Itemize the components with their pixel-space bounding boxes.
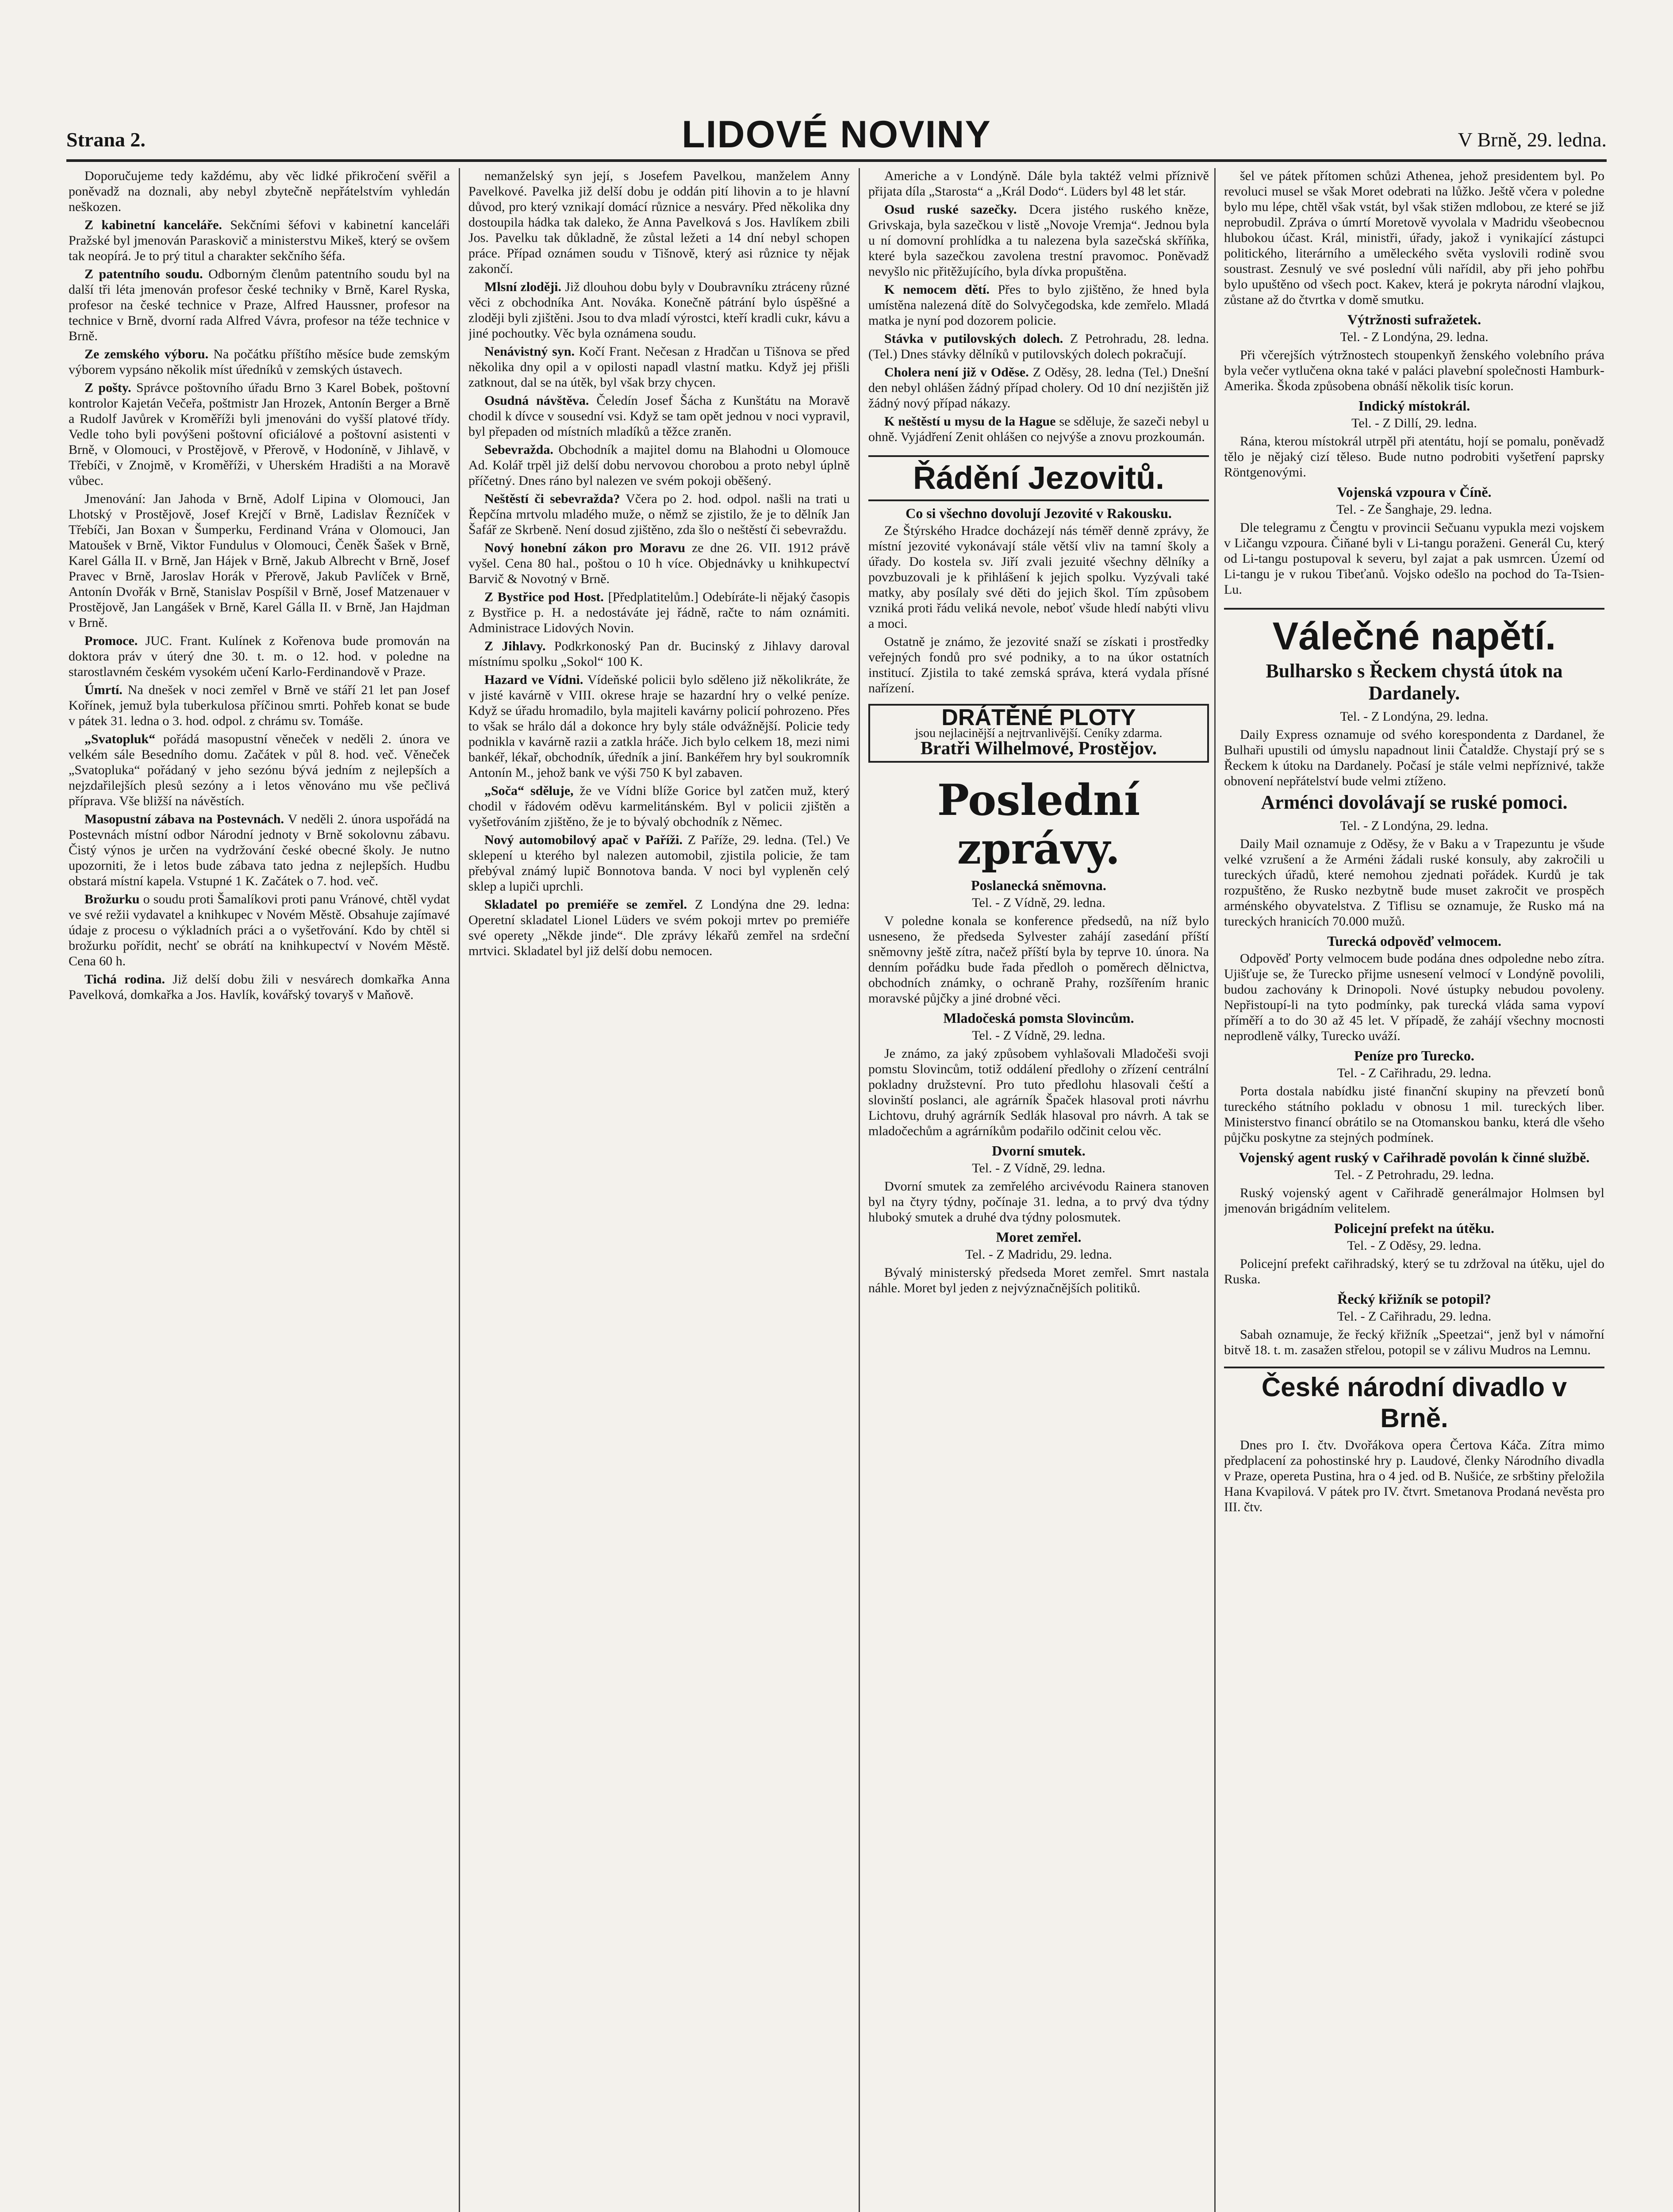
article-text: pořádá masopustní věneček v neděli 2. února ve velkém sále Besedního domu. Začátek v půl 8. hod. več. Věneček „Svatopluka“ pořádaný v jeho sezónu bývá jedním z nejlepších a nejzdařilejších plesů sezóny a i letos věnováno mu vše pečlivá příprava. Vše bližší na návěstích.	[69, 732, 450, 808]
article-text: Ostatně je známo, že jezovité snaží se získati i prostředky veřejných fondů pro své podniky, a to na úkor ostatních institucí. Zjistila to také zemská správa, která vydala přísné nařízení.	[868, 634, 1209, 695]
ad-text: jsou nejlacinější a nejtrvanlivější. Ceníky zdarma.	[915, 726, 1163, 740]
article-text: Porta dostala nabídku jisté finanční skupiny na převzetí bonů tureckého státního pokladu v obnosu 1 mil. tureckých liber. Ministerstvo financí obrátilo se na Otomanskou banku, která dle všeho půjčku poskytne za stejných podmínek.	[1224, 1084, 1604, 1145]
section-heading: Peníze pro Turecko.	[1354, 1048, 1474, 1064]
article-headline: Osud ruské sazečky.	[884, 202, 1017, 217]
article-text: Odpověď Porty velmocem bude podána dnes odpoledne nebo zítra. Ujišťuje se, že Turecko přijme usnesení velmocí v Londýně povolili, budou zachovány k Drinopoli. Nové ústupky nebudou povoleny. Nepřistoupí-li na tyto podmínky, pak turecká vláda sama vypoví příměří a to do 30 až 45 let. V případě, že zahájí všechny mocnosti neprodleně války, Turecko uváží.	[1224, 951, 1604, 1043]
dateline: Tel. - Z Vídně, 29. ledna.	[972, 895, 1105, 910]
article	[868, 202, 1209, 279]
section-heading: Poslanecká sněmovna.	[971, 877, 1106, 893]
page-number: Strana 2.	[66, 128, 146, 151]
article-text: Doporučujeme tedy každému, aby věc lidké přikročení svěřil a poněvadž na doznali, aby nebyl zbytečně nepřátelstvím vyhledán neškozen.	[69, 169, 450, 214]
article-text: Dvorní smutek za zemřelého arcivévodu Rainera stanoven byl na čtyry týdny, počínaje 31. ledna, a to prvý dva týdny hluboký smutek a druhé dva týdny polosmutek.	[868, 1179, 1209, 1225]
article-headline: Neštěstí či sebevražda?	[484, 492, 620, 506]
article	[69, 972, 450, 1002]
article-text: Z Petrohradu, 28. ledna. (Tel.) Dnes stávky dělníků v putilovských dolech pokračují.	[868, 331, 1209, 361]
article-text: že ve Vídni blíže Gorice byl zatčen muž, který chodil v řádovém oděvu karmelitánském. Byl v policii zjištěn a vyšetřováním zjištěno, že je to bývalý obchodník z Němec.	[468, 783, 850, 829]
article	[69, 380, 450, 488]
article	[468, 672, 850, 780]
dateline: Tel. - Z Oděsy, 29. ledna.	[1347, 1238, 1481, 1253]
column-rule	[1214, 168, 1216, 2212]
article	[468, 832, 850, 894]
article-text: Čeledín Josef Šácha z Kunštátu na Moravě chodil k dívce v sousední vsi. Když se tam opět jednou v noci vypravil, byl přepaden od místních mladíků a těžce zraněn.	[468, 393, 850, 439]
article-text: Přes to bylo zjištěno, že hned byla umístěna nalezená dítě do Solvyčegodska, kde zemřelo. Mladá matka je nyní pod dozorem policie.	[868, 282, 1209, 328]
article-headline: Nenávistný syn.	[484, 344, 575, 359]
column-1	[69, 168, 450, 2212]
article	[868, 414, 1209, 445]
article-text: Již dlouhou dobu byly v Doubravníku ztráceny různé věci z obchodníka Ant. Nováka. Konečně pátrání bylo úspěšné a zloději byli zjištěni. Jsou to dva mladí výrostci, kteří kradli cukr, kávu a jiné pochoutky. Věc byla oznámena soudu.	[468, 280, 850, 341]
article-headline: Nový honební zákon pro Moravu	[484, 541, 686, 555]
article-headline: Z kabinetní kanceláře.	[84, 218, 222, 232]
article-text: V neděli 2. února uspořádá na Postevnách místní odbor Národní jednoty v Brně sokolovnu zábavu. Čistý výnos je určen na vydržování české obecné školy. Je nutno upozorniti, že i letos bude zábava tato jedna z nejlepších. Hudbu obstará místní kapela. Vstupné 1 K. Začátek o 7. hod. več.	[69, 812, 450, 888]
article	[468, 783, 850, 830]
article	[468, 897, 850, 959]
article-headline: Cholera není již v Oděse.	[884, 365, 1029, 380]
article-text: nemanželský syn její, s Josefem Pavelkou, manželem Anny Pavelkové. Pavelka již delší dobu je oddán pití lihovin a to je hlavní důvod, pro který vznikají domácí různice a nesváry. Před několika dny dostoupila hádka tak daleko, že Anna Pavelková s Jos. Havlíkem zbili Jos. Pavelku tak důkladně, že zůstal ležeti a 14 dní nebyl schopen práce. Případ oznámen soudu v Tišnově, který asi různice ty nějak zakončí.	[468, 169, 850, 276]
article-headline: Z Jihlavy.	[484, 639, 546, 653]
article-headline: Brožurku	[84, 892, 140, 906]
article-text: Při včerejších výtržnostech stoupenkyň ženského volebního práva byla večer vytlučena okna také v paláci plavební společnosti Hamburk-Amerika. Škoda způsobena obnáší několik tisíc korun.	[1224, 348, 1604, 393]
section-heading: Mladočeská pomsta Slovincům.	[943, 1010, 1134, 1026]
column-rule	[459, 168, 460, 2212]
article-text: Sabah oznamuje, že řecký křižník „Speetzai“, jenž byl v námořní bitvě 18. t. m. zasažen střelou, potopil se v zálivu Mudros na Lemnu.	[1224, 1327, 1604, 1357]
article-text: Americhe a v Londýně. Dále byla taktéž velmi příznivě přijata díla „Starosta“ a „Král Dodo“. Lüders byl 48 let stár.	[868, 169, 1209, 199]
section-heading: Indický místokrál.	[1358, 398, 1470, 414]
article-text: Podkrkonoský Pan dr. Bucinský z Jihlavy daroval místnímu spolku „Sokol“ 100 K.	[468, 639, 850, 669]
article	[468, 279, 850, 341]
article-text: JUC. Frant. Kulínek z Kořenova bude promován na doktora práv v úterý dne 30. t. m. o 12. hod. v poledne na starostlavném českém vysokém učení Karlo-Ferdinandově v Praze.	[69, 634, 450, 679]
article-text: Daily Mail oznamuje z Oděsy, že v Baku a v Trapezuntu je všude velké vzrušení a že Arméni žádali ruské konsuly, aby zakročili u tureckých úřadů, které nemohou zjednati pořádek. Kurdů je tak rozpuštěno, že Rusko nezbytně bude muset zakročit ve prospěch arménského obyvatelstva. Z Tiflisu se oznamuje, že Rusko má na tureckých hranicích 70.000 mužů.	[1224, 837, 1604, 929]
column-4	[1224, 168, 1604, 2212]
article-text: šel ve pátek přítomen schůzi Athenea, jehož presidentem byl. Po revoluci musel se však Moret odebrati na lůžko. Ještě včera v poledne bylo mu lépe, chtěl však vstát, byl však stižen mdlobou, ze které se již neprobudil. Zpráva o úmrtí Moretově vyvolala v Madridu všeobecnou hlubokou účast. Král, ministři, úřady, jakož i vynikající zástupci politického, literárního a uměleckého světa vyslovili rodině svou soustrast. Zesnulý ve své poslední vůli nařídil, aby při jeho pohřbu bylo upuštěno od všech poct. Kakev, která je pokryta národní vlajkou, zůstane až do čtvrtka v domě smutku.	[1224, 169, 1604, 307]
war-subheadline: Bulharsko s Řeckem chystá útok na Dardanely.	[1266, 660, 1563, 704]
article-text: Z Paříže, 29. ledna. (Tel.) Ve sklepení u kterého byl nalezen automobil, zjistila policie, že tam přebýval známý lupič Bonnotova banda. V noci byl vypleněn celý sklep a lupiči uprchli.	[468, 833, 850, 894]
section-heading: Turecká odpověď velmocem.	[1327, 933, 1502, 949]
dateline: Tel. - Z Dillí, 29. ledna.	[1351, 416, 1477, 430]
article-text: Z Londýna dne 29. ledna: Operetní skladatel Lionel Lüders ve svém pokoji mrtev po premiéře své operety „Někde jinde“. Dle zprávy lékařů zemřel na srdeční mrtvici. Skladatel byl již delší dobu nemocen.	[468, 897, 850, 958]
article-headline: Z Bystřice pod Host.	[484, 590, 604, 604]
article-headline: „Soča“ sděluje,	[484, 783, 574, 798]
article-text: Obchodník a majitel domu na Blahodni u Olomouce Ad. Kolář trpěl již delší dobu nervovou chorobou a proto nebyl úplně příčetný. Dnes ráno byl nalezen ve svém pokoji oběšený.	[468, 442, 850, 488]
article-headline: Stávka v putilovských dolech.	[884, 331, 1063, 346]
article	[468, 589, 850, 636]
theatre-heading: České národní divadlo v Brně.	[1224, 1367, 1604, 1434]
article	[468, 344, 850, 390]
war-headline: Válečné napětí.	[1224, 608, 1604, 658]
article-text: Na dnešek v noci zemřel v Brně ve stáří 21 let pan Josef Kořínek, jemuž byla tuberkulosa příčinou smrti. Pohřeb konat se bude v pátek 31. ledna o 3. hod. odpol. z chrámu sv. Tomáše.	[69, 683, 450, 728]
article-text: Již delší dobu žili v nesvárech domkařka Anna Pavelková, domkařka a Jos. Havlík, kovářský tovaryš v Maňově.	[69, 972, 450, 1002]
article-text: Správce poštovního úřadu Brno 3 Karel Bobek, poštovní kontrolor Kajetán Večeřa, poštmistr Jan Hrozek, Antonín Berger a Brně a Rudolf Javůrek v Kroměříži byli jmenováni do vyšší platové třídy. Vedle toho byli povýšeni poštovní oficiálové a poštovní asistenti v Brně, v Olomouci, v Prostějově, v Přerově, v Hodoníně, v Jihlavě, v Třebíči, v Znojmě, v Kroměříži, v Uherském Hradišti a na Moravě vůbec.	[69, 380, 450, 488]
dateline: Tel. - Z Cařihradu, 29. ledna.	[1337, 1309, 1492, 1324]
dateline: Tel. - Ze Šanghaje, 29. ledna.	[1336, 502, 1492, 517]
article	[868, 331, 1209, 362]
section-heading: Vojenská vzpoura v Číně.	[1337, 484, 1492, 500]
section-heading: Policejní prefekt na útěku.	[1334, 1220, 1495, 1236]
jesuit-subheadline: Co si všechno dovolují Jezovité v Rakousku.	[906, 505, 1172, 521]
article-headline: Z pošty.	[84, 380, 131, 395]
article	[69, 346, 450, 377]
article-text: Je známo, za jaký způsobem vyhlašovali Mladočeši svoji pomstu Slovincům, totiž oddálení předlohy o zřízení centrální pokladny družstevní. Pro tuto předlohu hlasovali čeští a slovinští poslanci, ale agrárník Špaček hlasoval proti návrhu Lichtovu, druhý agrárník Sedlák hlasoval pro návrh. A tak se mladočechům a agrárníkům podařilo odčinit celou věc.	[868, 1046, 1209, 1138]
article-text: se sděluje, že sazeči nebyl u ohně. Vyjádření Zenit ohlášen co nejvýše a znovu prozkoumán.	[868, 414, 1209, 444]
article	[69, 633, 450, 680]
dateline: Tel. - Z Londýna, 29. ledna.	[1340, 709, 1489, 724]
article-text: Dnes pro I. čtv. Dvořákova opera Čertova Káča. Zítra mimo předplacení za pohostinské hry p. Laudové, členky Národního divadla v Praze, opereta Pustina, hra o 4 jed. od B. Nušiće, ze srbštiny přeložila Hana Kvapilová. V pátek pro IV. čtvrt. Smetanova Prodaná nevěsta pro III. čtv.	[1224, 1438, 1604, 1514]
article-headline: Nový automobilový apač v Paříži.	[484, 833, 683, 847]
article-text: Daily Express oznamuje od svého korespondenta z Dardanel, že Bulhaři upustili od úmyslu napadnout linii Čataldže. Chystají prý se s Řeckem k útoku na Dardanely. Počasí je stále velmi nepříznivé, takže obnovení nepřátelství bude velmi ztíženo.	[1224, 727, 1604, 788]
ad-title: DRÁTĚNÉ PLOTY	[941, 705, 1136, 730]
article-text: Včera po 2. hod. odpol. našli na trati u Řepčína mrtvolu mladého muže, o němž se zjistilo, že je to dělník Jan Šafář ze Skrbeně. Není dosud zjištěno, zda šlo o neštěstí či sebevraždu.	[468, 492, 850, 537]
article-headline: Tichá rodina.	[84, 972, 165, 987]
section-heading: Moret zemřel.	[996, 1229, 1082, 1245]
dateline: Tel. - Z Londýna, 29. ledna.	[1340, 330, 1489, 344]
article-text: Ruský vojenský agent v Cařihradě generálmajor Holmsen byl jmenován brigádním velitelem.	[1224, 1186, 1604, 1216]
article-headline: Ze zemského výboru.	[84, 347, 209, 361]
article-text: V poledne konala se konference předsedů, na níž bylo usneseno, že předseda Sylvester zahájí zasedání příští sněmovny ještě zítra, načež příští byla by teprve 10. února. Na denním pořádku bude řada předloh o poměrech dělnictva, obchodních známky, o ochraně Prahy, rozšířením hranic moravské půjčky a jiné drobné věci.	[868, 914, 1209, 1006]
article-text: ze dne 26. VII. 1912 právě vyšel. Cena 80 hal., poštou o 10 h více. Objednávky u knihkupectví Barvič & Novotný v Brně.	[468, 541, 850, 586]
article	[468, 540, 850, 587]
article-headline: Hazard ve Vídni.	[484, 672, 583, 687]
article-text: Policejní prefekt cařihradský, který se tu zdržoval na útěku, ujel do Ruska.	[1224, 1256, 1604, 1286]
section-heading: Dvorní smutek.	[992, 1143, 1086, 1159]
article	[69, 811, 450, 889]
article-text: Na počátku příštího měsíce bude zemským výborem vypsáno několik míst úředníků v zemských ústavech.	[69, 347, 450, 377]
article-text: Rána, kterou místokrál utrpěl při atentátu, hojí se pomalu, poněvadž tělo je nějaký cizí těleso. Bude nutno podrobiti vyšetření paprsky Röntgenovými.	[1224, 434, 1604, 480]
article-headline: K neštěstí u mysu de la Hague	[884, 414, 1056, 429]
article-headline: K nemocem dětí.	[884, 282, 990, 297]
article	[468, 442, 850, 488]
article	[69, 731, 450, 809]
ad-firm: Bratři Wilhelmové, Prostějov.	[920, 738, 1157, 759]
article	[69, 266, 450, 344]
article-text: Jmenování: Jan Jahoda v Brně, Adolf Lipina v Olomouci, Jan Lhotský v Prostějově, Josef Krejčí v Brně, Ladislav Řezníček v Třebíči, Jan Boxan v Šumperku, Ferdinand Vrána v Olomouci, Jan Matoušek v Brně, Viktor Fundulus v Olomouci, Čeněk Šašek v Brně, Karel Gálla II. v Brně, Jan Hájek v Brně, Jakub Albrecht v Brně, Josef Pravec v Brně, Jaroslav Horák v Přerově, Jakub Pavlíček v Brně, Antonín Dvořák v Brně, Stanislav Pospíšil v Brně, Josef Matzenauer v Prostějově, Jan Langášek v Brně, Karel Gálla II. v Brně, Jan Hajdman v Brně.	[69, 492, 450, 630]
advertisement-wire-fences	[868, 704, 1209, 763]
article	[468, 491, 850, 538]
article	[468, 393, 850, 439]
dateline: Tel. - Z Petrohradu, 29. ledna.	[1334, 1167, 1494, 1182]
article-text: Ze Štýrského Hradce docházejí nás téměř denně zprávy, že místní jezovité vykonávají stále větší vliv na tamní školy a úřady. Do kostela sv. Jiří zvali jezuité všechny dělníky a povzbuzovali je k přihlášení k jejich spolku. Vyzývali také matky, aby posílaly své děti do jejich škol. Tím způsobem vzniká proti řádu veliká nevole, neboť všude hledí nabýti vlivu a moci.	[868, 523, 1209, 631]
article-headline: Z patentního soudu.	[84, 267, 203, 281]
section-heading: Vojenský agent ruský v Cařihradě povolán k činné službě.	[1239, 1149, 1590, 1165]
article-text: [Předplatitelům.] Odebíráte-li nějaký časopis z Bystřice p. H. a nedostáváte jej řádně, račte to nám oznámiti. Administrace Lidových Novin.	[468, 590, 850, 635]
article-headline: Skladatel po premiéře se zemřel.	[484, 897, 687, 912]
article-text: Sekčními šéfovi v kabinetní kanceláři Pražské byl jmenován Paraskovič a ministerstvu Mikeš, který se ovšem tak neopírá. Je to prý titul a charakter sekčního šéfa.	[69, 218, 450, 263]
dateline: Tel. - Z Cařihradu, 29. ledna.	[1337, 1066, 1492, 1080]
column-rule	[859, 168, 860, 2212]
article-headline: Masopustní zábava na Postevnách.	[84, 812, 284, 826]
jesuit-headline: Řádění Jezovitů.	[868, 455, 1209, 501]
column-2	[468, 168, 850, 2212]
column-3	[868, 168, 1209, 2212]
article-headline: Úmrtí.	[84, 683, 123, 697]
article-headline: Promoce.	[84, 634, 138, 648]
dateline: Tel. - Z Madridu, 29. ledna.	[965, 1247, 1112, 1262]
article-headline: Osudná návštěva.	[484, 393, 589, 408]
article-text: Z Oděsy, 28. ledna (Tel.) Dnešní den nebyl ohlášen žádný případ cholery. Od 10 dní nezjištěn již žádný nový případ nákazy.	[868, 365, 1209, 411]
article-text: Dle telegramu z Čengtu v provincii Sečuanu vypukla mezi vojskem v Ličangu vzpoura. Čiňané byli v Li-tangu poraženi. Generál Cu, který od Li-tangu postupoval k severu, byl zajat a pak usmrcen. Území od Li-tangu je v rukou Tibeťanů. Vojsko odešlo na pochod do Ta-Tsien-Lu.	[1224, 520, 1604, 597]
dateline: Tel. - Z Londýna, 29. ledna.	[1340, 818, 1489, 833]
article-text: Odborným členům patentního soudu byl na další tři léta jmenován profesor české techniky v Brně, Karel Ryska, profesor na české technice v Praze, Alfred Haussner, profesor na technice v Brně, dvorní rada Alfred Vávra, profesor na téže technice v Brně.	[69, 267, 450, 343]
article	[69, 217, 450, 264]
article	[69, 891, 450, 969]
article	[69, 682, 450, 729]
article-text: Vídeňské policii bylo sděleno již několikráte, že v jisté kavárně v VIII. okrese hraje se hazardní hry o velké peníze. Když se úřadu hromadilo, byla majiteli kavárny policií pohrozeno. Přes to však se hrálo dál a dokonce hry byly stále odvážnější. Policie tedy podnikla v kavárně razii a zatkla hráče. Jich bylo celkem 18, mezi nimi bankéř, lékař, obchodník, úředník a jiní. Bankéřem hry byl soukromník Antonín M., jehož bank ve výši 750 K byl zabaven.	[468, 672, 850, 780]
place-date: V Brně, 29. ledna.	[1458, 128, 1607, 151]
article-text: Kočí Frant. Nečesan z Hradčan u Tišnova se před několika dny opil a v opilosti napadl vlastní matku. Když jej přišli zatknout, dal se na útěk, byl však brzy chycen.	[468, 344, 850, 390]
article-headline: Mlsní zloději.	[484, 280, 562, 294]
paper-title: LIDOVÉ NOVINY	[682, 113, 991, 156]
article	[868, 282, 1209, 328]
section-heading: Řecký křižník se potopil?	[1337, 1291, 1491, 1307]
article-text: o soudu proti Šamalíkovi proti panu Vránové, chtěl vydat ve své režii vydavatel a knihkupec v Novém Městě. Obsahuje zajímavé údaje z procesu o výkladních práci a o vyšetřování. Kdo by chtěl si brožurku pořídit, nechť se obrátí na knihkupectví v Novém Městě. Cena 60 h.	[69, 892, 450, 968]
latest-news-heading: Poslední zprávy.	[937, 775, 1140, 874]
article-headline: Sebevražda.	[484, 442, 553, 457]
section-heading: Výtržnosti sufražetek.	[1347, 311, 1481, 327]
dateline: Tel. - Z Vídně, 29. ledna.	[972, 1161, 1105, 1175]
article-text: Dcera jistého ruského kněze, Grivskaja, byla sazečkou v listě „Novoje Vremja“. Jednou byla u ní domovní prohlídka a tu nalezena byla sazečská skříňka, které byla sazečkou zavolena trestní pravomoc. Poněvadž nevyšlo nic přitěžujícího, byla dívka propuštěna.	[868, 202, 1209, 279]
section-heading-large: Arménci dovolávají se ruské pomoci.	[1261, 791, 1568, 813]
article-headline: „Svatopluk“	[84, 732, 156, 746]
dateline: Tel. - Z Vídně, 29. ledna.	[972, 1028, 1105, 1043]
article-text: Bývalý ministerský předseda Moret zemřel. Smrt nastala náhle. Moret byl jeden z nejvýznačnějších politiků.	[868, 1265, 1209, 1295]
article	[468, 638, 850, 669]
article	[868, 365, 1209, 411]
masthead	[66, 111, 1607, 162]
